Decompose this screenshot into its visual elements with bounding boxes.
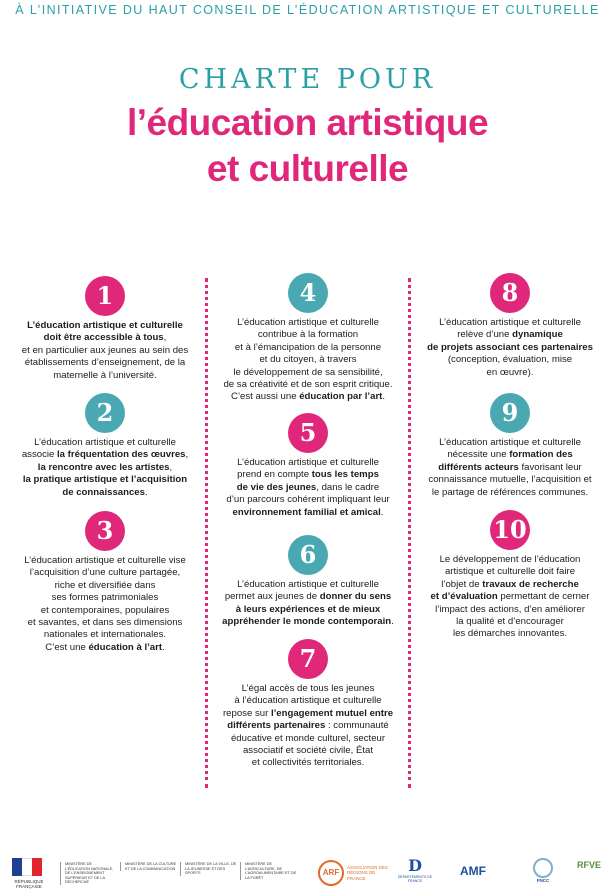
principle-text: L’éducation artistique et culturelle doit être accessible à tous, et en particulier aux jeunes au sein des établissements d’enseignement, de la maternelle à l’université. [21, 320, 189, 381]
number-badge: 9 [490, 393, 530, 433]
principle-text: L’éducation artistique et culturelle contribue à la formation et à l’émancipation de la personne et du citoyen, à travers le développement de sa sensibilité, de sa créativité et de son esprit critique. C’est aussi une éducation par l’art. [223, 317, 393, 403]
top-line: À L’INITIATIVE DU HAUT CONSEIL DE L’ÉDUCATION ARTISTIQUE ET CULTURELLE [15, 3, 600, 17]
column-separator-right [408, 278, 411, 788]
principle-text: Le développement de l’éducation artistique et culturelle doit faire l’objet de travaux de recherche et d’évaluation permettant de cerner l’impact des actions, d’en améliorer la qualité et d’encourager les démarches innovantes. [430, 554, 590, 640]
principle-10 [412, 510, 608, 641]
rfve-logo: RFVE [576, 860, 601, 870]
ministry-culture: MINISTÈRE DE LA CULTURE ET DE LA COMMUNICATION [120, 862, 177, 871]
principle-5 [210, 413, 406, 519]
page-title [0, 100, 615, 192]
number-badge: 2 [85, 393, 125, 433]
kicker: CHARTE POUR [178, 64, 437, 95]
principle-6 [210, 535, 406, 629]
ministry-agriculture: MINISTÈRE DE L’AGRICULTURE, DE L’AGROALIMENTAIRE ET DE LA FORÊT [240, 862, 297, 880]
principle-2 [7, 393, 203, 499]
principle-4 [210, 273, 406, 404]
number-badge: 1 [85, 276, 125, 316]
principle-text: L’égal accès de tous les jeunes à l’éducation artistique et culturelle repose sur l’engagement mutuel entre différents partenaires : communauté éducative et monde culturel, secteur associatif et société civile, État et collectivités territoriales. [222, 683, 394, 769]
principle-text: L’éducation artistique et culturelle relève d’une dynamique de projets associant ces partenaires (conception, évaluation, mise en œuvre). [427, 317, 593, 378]
number-badge: 10 [490, 510, 530, 550]
footer-logos [0, 848, 615, 895]
principle-text: L’éducation artistique et culturelle vise l’acquisition d’une culture partagée, riche et diversifiée dans ses formes patrimoniales et contemporaines, populaires et savantes, et dans ses dimensions nationales et internationales. C’est une éducation à l’art. [24, 555, 186, 653]
number-badge: 5 [288, 413, 328, 453]
departements-logo: D DÉPARTEMENTS DE FRANCE [397, 856, 433, 883]
title-line-2: et culturelle [206, 148, 409, 189]
title-line-1: l’éducation artistique [126, 102, 489, 143]
ministry-education: MINISTÈRE DE L’ÉDUCATION NATIONALE, DE L’ENSEIGNEMENT SUPÉRIEUR ET DE LA RECHERCHE [60, 862, 117, 885]
flag-icon [12, 858, 42, 876]
principle-text: L’éducation artistique et culturelle permet aux jeunes de donner du sens à leurs expériences et de mieux appréhender le monde contemporain. [222, 579, 394, 628]
republic-label: RÉPUBLIQUE FRANÇAISE [14, 879, 44, 889]
principle-9 [412, 393, 608, 499]
number-badge: 6 [288, 535, 328, 575]
arf-logo: ARF ASSOCIATION DES RÉGIONS DE FRANCE [318, 860, 389, 886]
number-badge: 4 [288, 273, 328, 313]
number-badge: 8 [490, 273, 530, 313]
fncc-logo: FNCC [530, 858, 556, 883]
number-badge: 7 [288, 639, 328, 679]
principle-text: L’éducation artistique et culturelle prend en compte tous les temps de vie des jeunes, dans le cadre d’un parcours cohérent impliquant leur environnement familial et amical. [226, 457, 390, 518]
principle-3 [7, 511, 203, 654]
principle-7 [210, 639, 406, 770]
column-separator-left [205, 278, 208, 788]
republique-francaise-logo [4, 858, 50, 888]
principle-text: L’éducation artistique et culturelle nécessite une formation des différents acteurs favorisant leur connaissance mutuelle, l’acquisition et le partage de références communes. [428, 437, 592, 498]
principle-1 [7, 276, 203, 382]
amf-logo: AMF [460, 864, 486, 878]
principle-text: L’éducation artistique et culturelle associe la fréquentation des œuvres, la rencontre avec les artistes, la pratique artistique et l’acquisition de connaissances. [21, 437, 189, 498]
principle-8 [412, 273, 608, 379]
number-badge: 3 [85, 511, 125, 551]
ministry-youth: MINISTÈRE DE LA VILLE, DE LA JEUNESSE ET DES SPORTS [180, 862, 237, 876]
